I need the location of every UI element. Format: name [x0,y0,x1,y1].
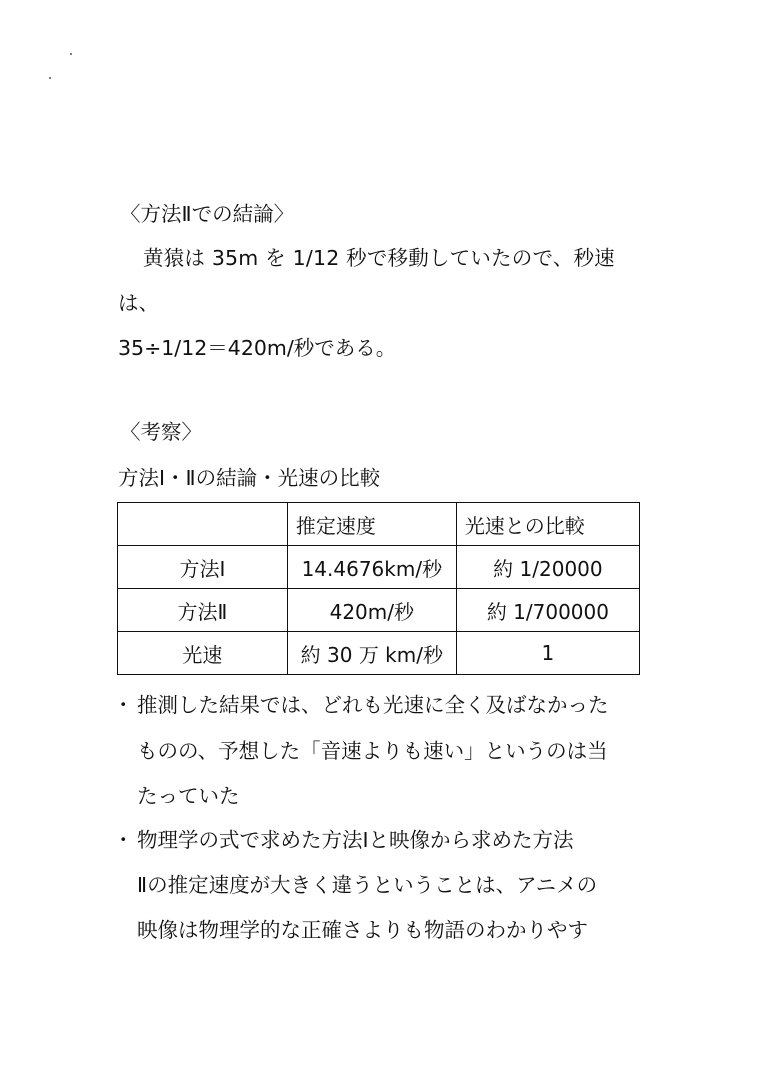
table-header-cell: 推定速度 [287,503,456,546]
table-row [118,546,640,589]
comparison-table [117,502,640,675]
bullet2-line-3: 映像は物理学的な正確さよりも物語のわかりやす [137,918,588,942]
method2-body-line-3: 35÷1/12＝420m/秒である。 [118,336,397,360]
method2-body-line-2: は、 [118,291,159,315]
discussion-heading: 〈考察〉 [120,420,202,444]
table-cell: 14.4676km/秒 [287,546,456,589]
table-cell: 420m/秒 [287,589,456,632]
table-cell: 約 30 万 km/秒 [287,632,456,675]
bullet-mark: ・ [113,693,134,717]
table-cell: 光速 [118,632,288,675]
scan-speck [49,77,51,79]
bullet2-line-1: 物理学の式で求めた方法Ⅰと映像から求めた方法 [137,828,574,852]
table-header-row [118,503,640,546]
table-caption: 方法Ⅰ・Ⅱの結論・光速の比較 [118,466,381,490]
table-cell: 方法Ⅱ [118,589,288,632]
bullet2-line-2: Ⅱの推定速度が大きく違うということは、アニメの [137,873,598,897]
bullet1-line-1: 推測した結果では、どれも光速に全く及ばなかった [137,693,609,717]
bullet1-line-2: ものの、予想した「音速よりも速い」というのは当 [137,739,608,763]
table-row [118,589,640,632]
table-cell: 1 [456,632,639,675]
table-cell: 約 1/20000 [456,546,639,589]
table-header-cell: 光速との比較 [456,503,639,546]
method2-body-line-1: 黄猿は 35m を 1/12 秒で移動していたので、秒速 [143,246,615,270]
method2-conclusion-heading: 〈方法Ⅱでの結論〉 [120,202,295,226]
table-header-cell [118,503,288,546]
table-cell: 方法Ⅰ [118,546,288,589]
scan-speck [70,53,72,55]
bullet-mark: ・ [113,828,134,852]
bullet1-line-3: たっていた [137,784,240,808]
table-cell: 約 1/700000 [456,589,639,632]
table-row [118,632,640,675]
